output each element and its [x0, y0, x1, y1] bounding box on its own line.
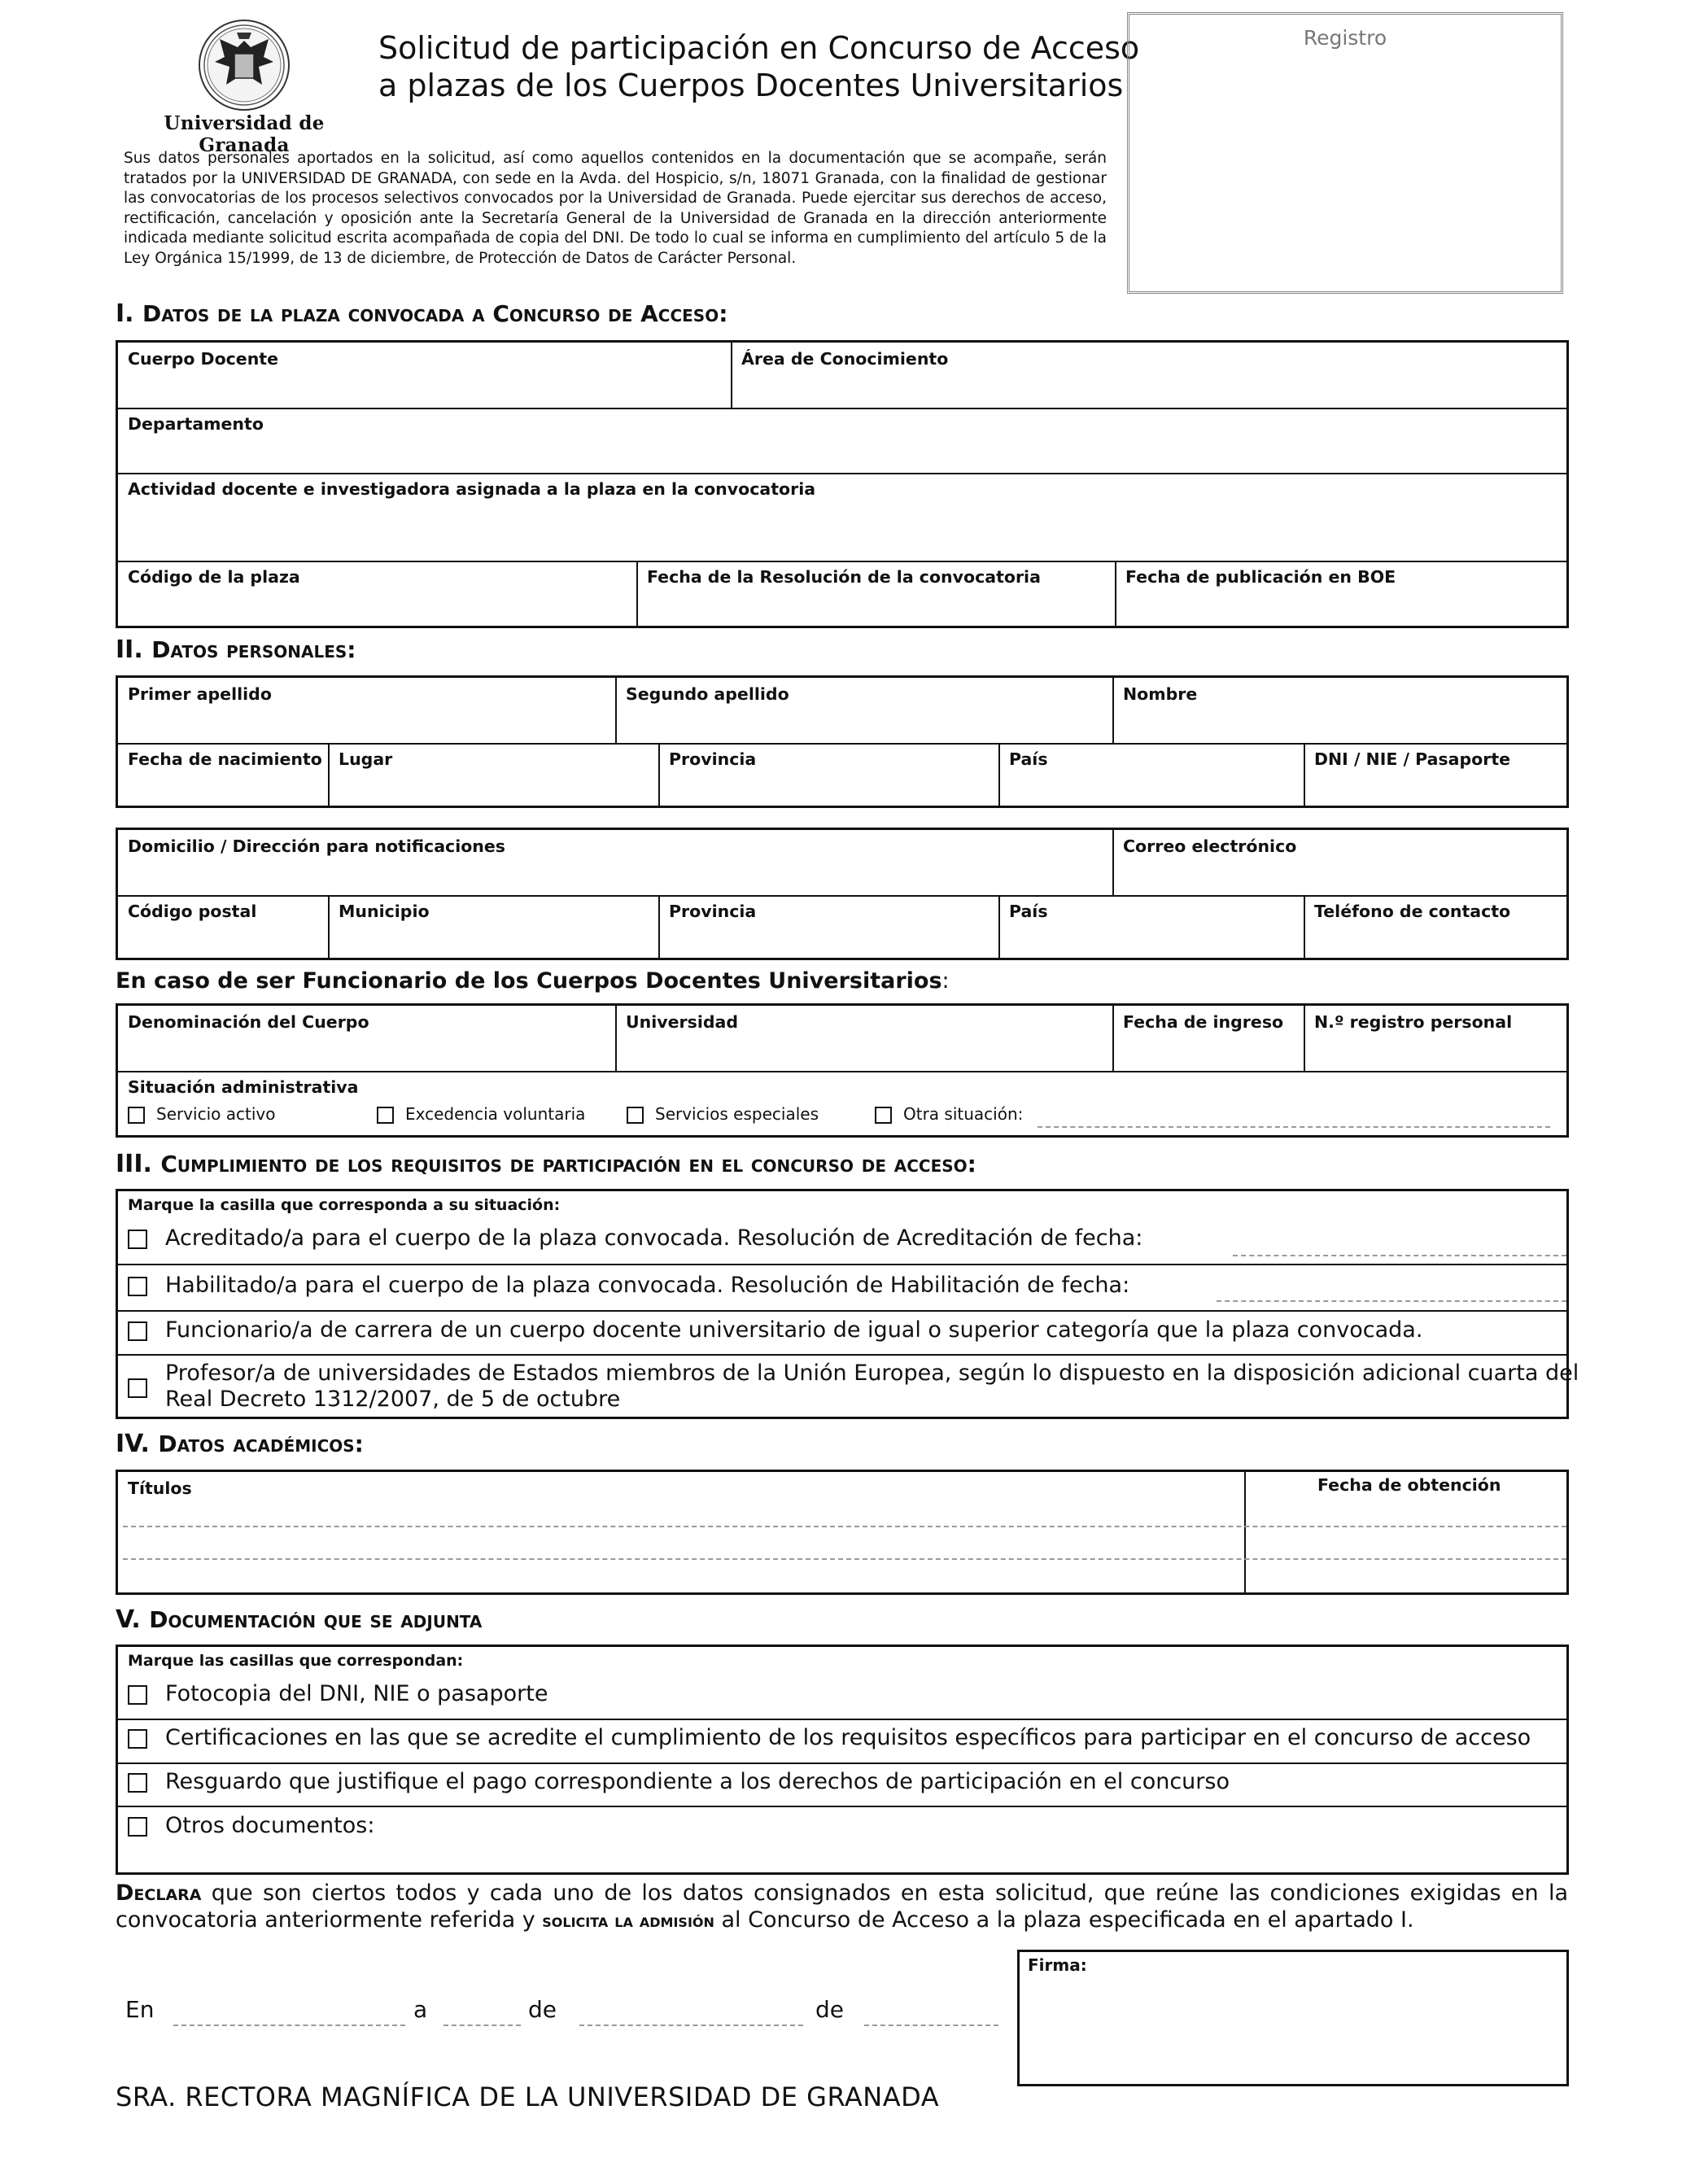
titulos-label: Títulos: [128, 1479, 192, 1498]
registro-label: Registro: [1303, 26, 1387, 50]
telefono-field[interactable]: Teléfono de contacto: [1314, 902, 1511, 921]
documentacion-table: [116, 1645, 1569, 1875]
servicios-especiales-option[interactable]: Servicios especiales: [627, 1104, 819, 1124]
provincia-field[interactable]: Provincia: [669, 749, 757, 769]
otros-documentos-option[interactable]: Otros documentos:: [128, 1813, 374, 1838]
month-label: de: [528, 1996, 557, 2023]
checkbox[interactable]: [128, 1773, 147, 1793]
section-1-heading: I. Datos de la plaza convocada a Concurso de Acceso:: [116, 299, 728, 328]
registro-stamp-box: [1127, 12, 1563, 294]
nombre-field[interactable]: Nombre: [1123, 684, 1198, 704]
requisitos-instruction: Marque la casilla que corresponda a su situación:: [128, 1196, 561, 1214]
area-conocimiento-field[interactable]: Área de Conocimiento: [741, 349, 949, 369]
municipio-field[interactable]: Municipio: [339, 902, 430, 921]
privacy-notice: Sus datos personales aportados en la solicitud, así como aquellos contenidos en la documentación que se acompañe, serán tratados por la UNIVERSIDAD DE GRANADA, con sede en la Avda. del Hospicio, s/n, 18071 Granada, con la finalidad de gestionar las convocatorias de los procesos selectivos convocados por la Universidad de Granada. Puede ejercitar sus derechos de acceso, rectificación, cancelación y oposición ante la Secretaría General de la Universidad de Granada en la dirección anteriormente indicada mediante solicitud escrita acompañada de copia del DNI. De todo lo cual se informa en cumplimiento del artículo 5 de la Ley Orgánica 15/1999, de 13 de diciembre, de Protección de Datos de Carácter Personal.: [124, 150, 1107, 267]
acreditacion-fecha-line[interactable]: [1233, 1255, 1566, 1256]
section-2-heading: II. Datos personales:: [116, 636, 356, 664]
titulo-line-2[interactable]: [123, 1558, 1566, 1560]
checkbox[interactable]: [128, 1378, 147, 1398]
excedencia-option[interactable]: Excedencia voluntaria: [377, 1104, 585, 1124]
correo-field[interactable]: Correo electrónico: [1123, 836, 1297, 856]
acreditado-option[interactable]: Acreditado/a para el cuerpo de la plaza convocada. Resolución de Acreditación de fecha:: [128, 1225, 1142, 1251]
lugar-field[interactable]: Lugar: [339, 749, 393, 769]
domicilio-field[interactable]: Domicilio / Dirección para notificaciones: [128, 836, 506, 856]
declaration-text: Declara que son ciertos todos y cada uno de los datos consignados en esta solicitud, que reúne las condiciones exigidas en la convocatoria anteriormente referida y solicita la admisión al Concurso de Acceso a la plaza especificada en el apartado I.: [116, 1880, 1568, 1933]
checkbox[interactable]: [128, 1277, 147, 1296]
fecha-ingreso-field[interactable]: Fecha de ingreso: [1123, 1012, 1284, 1032]
fecha-resolucion-field[interactable]: Fecha de la Resolución de la convocatoria: [647, 567, 1041, 587]
codigo-plaza-field[interactable]: Código de la plaza: [128, 567, 300, 587]
address-table: [116, 828, 1569, 960]
checkbox[interactable]: [627, 1107, 644, 1124]
certificaciones-option[interactable]: Certificaciones en las que se acredite el cumplimiento de los requisitos específicos para participar en el concurso de acceso: [128, 1725, 1531, 1750]
personal-data-table: [116, 675, 1569, 808]
section-4-heading: IV. Datos académicos:: [116, 1430, 364, 1458]
provincia2-field[interactable]: Provincia: [669, 902, 757, 921]
requisitos-table: [116, 1189, 1579, 1419]
form-title: Solicitud de participación en Concurso de Acceso a plazas de los Cuerpos Docentes Universitarios: [378, 30, 1140, 103]
checkbox[interactable]: [128, 1729, 147, 1749]
section-5-heading: V. Documentación que se adjunta: [116, 1605, 483, 1634]
dni-field[interactable]: DNI / NIE / Pasaporte: [1314, 749, 1511, 769]
funcionario-table: [116, 1003, 1569, 1138]
actividad-field[interactable]: Actividad docente e investigadora asignada a la plaza en la convocatoria: [128, 479, 816, 499]
checkbox[interactable]: [377, 1107, 394, 1124]
servicio-activo-option[interactable]: Servicio activo: [128, 1104, 275, 1124]
fecha-nacimiento-field[interactable]: Fecha de nacimiento: [128, 749, 322, 769]
registro-personal-field[interactable]: N.º registro personal: [1314, 1012, 1513, 1032]
titulo-line-1[interactable]: [123, 1526, 1566, 1527]
year-label: de: [815, 1996, 844, 2023]
checkbox[interactable]: [128, 1685, 147, 1705]
firma-label: Firma:: [1028, 1955, 1087, 1975]
checkbox[interactable]: [128, 1230, 147, 1249]
section-3-heading: III. Cumplimiento de los requisitos de participación en el concurso de acceso:: [116, 1150, 976, 1178]
funcionario-carrera-option[interactable]: Funcionario/a de carrera de un cuerpo docente universitario de igual o superior categoría que la plaza convocada.: [128, 1317, 1422, 1343]
otra-situacion-line[interactable]: [1038, 1126, 1550, 1128]
checkbox[interactable]: [875, 1107, 892, 1124]
pais2-field[interactable]: País: [1009, 902, 1048, 921]
codigo-postal-field[interactable]: Código postal: [128, 902, 257, 921]
checkbox[interactable]: [128, 1321, 147, 1341]
year-line[interactable]: [864, 2025, 998, 2026]
resguardo-pago-option[interactable]: Resguardo que justifique el pago correspondiente a los derechos de participación en el concurso: [128, 1769, 1230, 1794]
checkbox[interactable]: [128, 1107, 145, 1124]
day-line[interactable]: [443, 2025, 521, 2026]
checkbox[interactable]: [128, 1817, 147, 1837]
pais-field[interactable]: País: [1009, 749, 1048, 769]
primer-apellido-field[interactable]: Primer apellido: [128, 684, 272, 704]
universidad-field[interactable]: Universidad: [626, 1012, 739, 1032]
addressee: SRA. RECTORA MAGNÍFICA DE LA UNIVERSIDAD DE GRANADA: [116, 2081, 940, 2112]
place-line[interactable]: [173, 2025, 405, 2026]
fotocopia-dni-option[interactable]: Fotocopia del DNI, NIE o pasaporte: [128, 1681, 548, 1706]
denominacion-field[interactable]: Denominación del Cuerpo: [128, 1012, 369, 1032]
plaza-data-table: [116, 340, 1569, 628]
documentacion-instruction: Marque las casillas que correspondan:: [128, 1652, 464, 1670]
profesor-ue-option[interactable]: Profesor/a de universidades de Estados miembros de la Unión Europea, según lo dispuesto en la disposición adicional cuarta del Real Decreto 1312/2007, de 5 de octubre: [128, 1361, 1579, 1413]
situacion-label: Situación administrativa: [128, 1077, 359, 1097]
habilitado-option[interactable]: Habilitado/a para el cuerpo de la plaza convocada. Resolución de Habilitación de fecha:: [128, 1273, 1129, 1298]
university-name: Universidad de Granada: [164, 112, 325, 156]
signature-box[interactable]: [1017, 1950, 1569, 2086]
funcionario-heading: En caso de ser Funcionario de los Cuerpos Docentes Universitarios:: [116, 968, 950, 994]
otra-situacion-option[interactable]: Otra situación:: [875, 1104, 1023, 1124]
day-label: a: [413, 1996, 428, 2023]
academic-table: [116, 1470, 1569, 1595]
fecha-obtencion-label: Fecha de obtención: [1317, 1475, 1501, 1495]
cuerpo-docente-field[interactable]: Cuerpo Docente: [128, 349, 279, 369]
segundo-apellido-field[interactable]: Segundo apellido: [626, 684, 789, 704]
month-line[interactable]: [579, 2025, 803, 2026]
fecha-boe-field[interactable]: Fecha de publicación en BOE: [1125, 567, 1396, 587]
departamento-field[interactable]: Departamento: [128, 414, 264, 434]
place-label: En: [125, 1996, 155, 2023]
habilitacion-fecha-line[interactable]: [1217, 1300, 1566, 1302]
